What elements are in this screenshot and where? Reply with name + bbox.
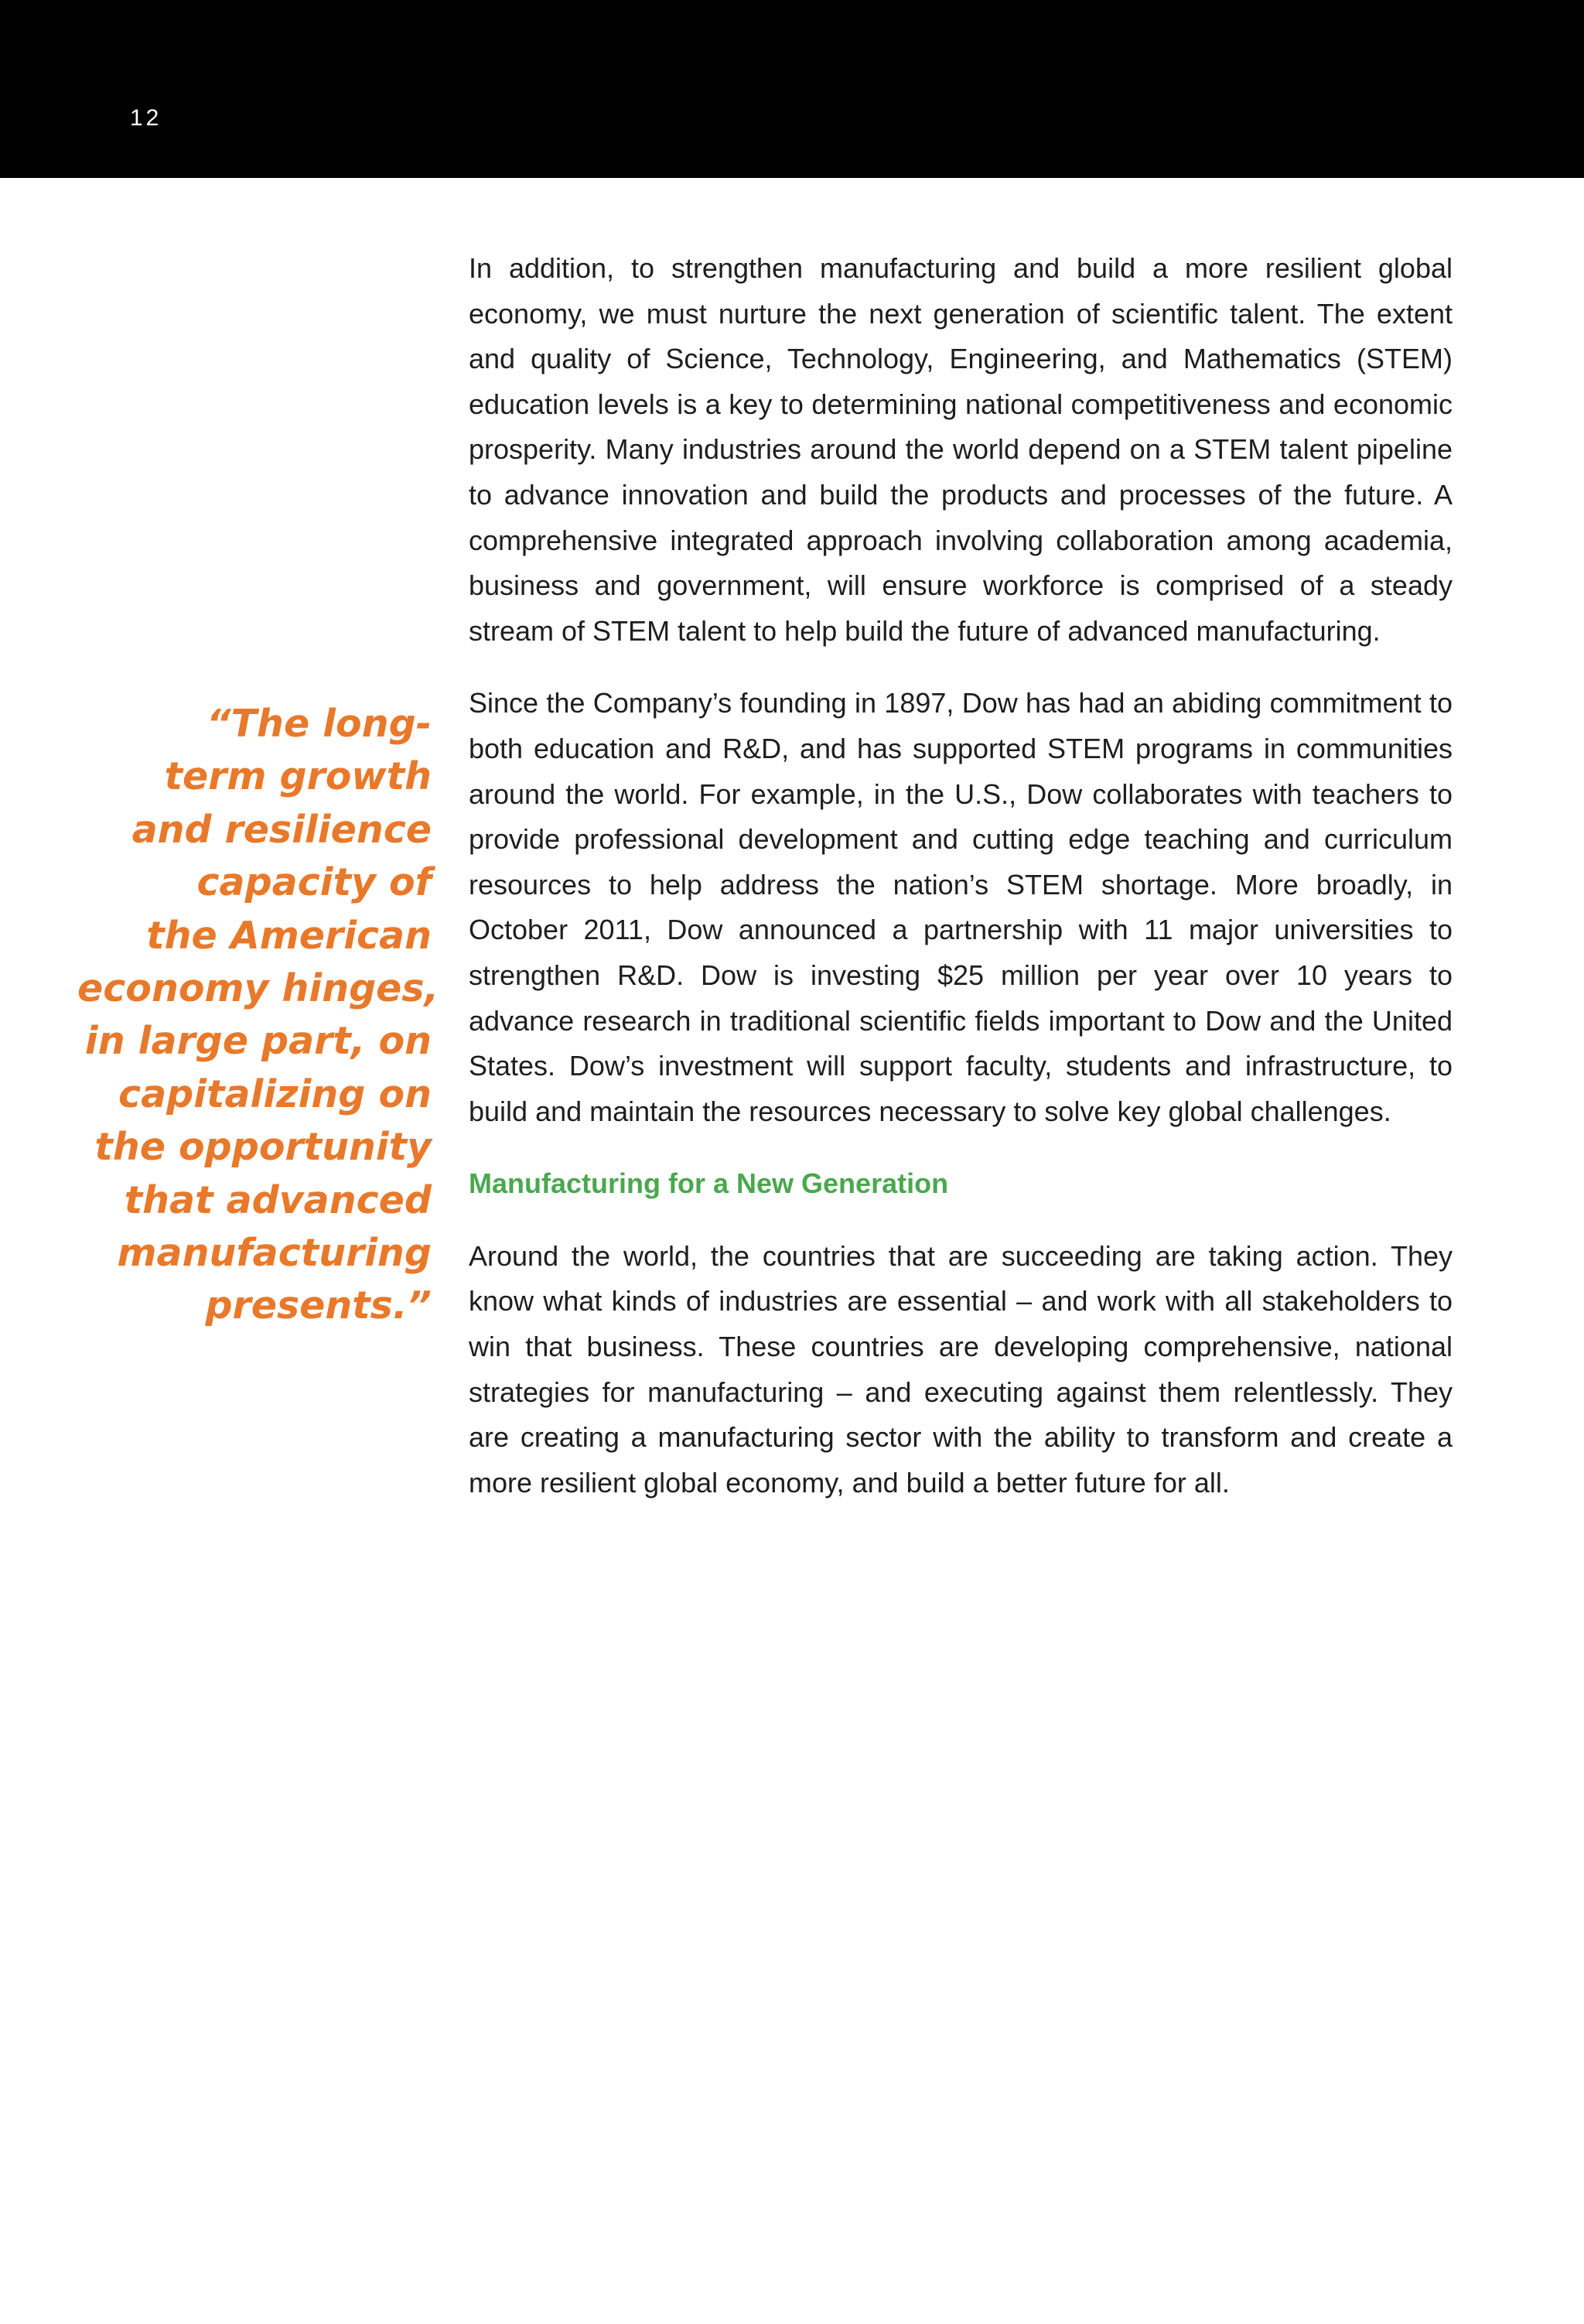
page-number: 12 [130, 105, 162, 131]
header-bar [0, 0, 1584, 178]
pull-quote-line: presents.” [205, 1283, 432, 1328]
pull-quote-line: “The long- [207, 702, 432, 746]
pull-quote-line: manufacturing [117, 1231, 432, 1276]
section-heading: Manufacturing for a New Generation [469, 1167, 949, 1200]
main-column [469, 246, 1453, 1533]
body-paragraph-stem-talent: In addition, to strengthen manufacturing and build a more resilient global economy, we must nurture the next generation of scientific talent. The extent and quality of Science, Technology, Engineering, and Mathematics (STEM) education levels is a key to determining national competitiveness and economic prosperity. Many industries around the world depend on a STEM talent pipeline to advance innovation and build the products and processes of the future. A comprehensive integrated approach involving collaboration among academia, business and government, will ensure workforce is comprised of a steady stream of STEM talent to help build the future of advanced manufacturing. [469, 252, 1453, 647]
pull-quote-line: that advanced [124, 1177, 432, 1222]
pull-quote-line: economy hinges, [77, 966, 439, 1011]
pull-quote-line: and resilience [131, 807, 432, 852]
pull-quote-line: in large part, on [84, 1019, 432, 1064]
pull-quote [77, 698, 439, 1333]
pull-quote-line: capitalizing on [118, 1071, 432, 1116]
pull-quote-line: term growth [164, 754, 432, 799]
body-paragraph-dow-education: Since the Company’s founding in 1897, Dow has had an abiding commitment to both education and R&D, and has supported STEM programs in communities around the world. For example, in the U.S., Dow collaborates with teachers to provide professional development and cutting edge teaching and curriculum resources to help address the nation’s STEM shortage. More broadly, in October 2011, Dow announced a partnership with 11 major universities to strengthen R&D. Dow is investing $25 million per year over 10 years to advance research in traditional scientific fields important to Dow and the United States. Dow’s investment will support faculty, students and infrastructure, to build and maintain the resources necessary to solve key global challenges. [469, 687, 1453, 1127]
body-paragraph-countries-action: Around the world, the countries that are succeeding are taking action. They know what kinds of industries are essential – and work with all stakeholders to win that business. These countries are developing comprehensive, national strategies for manufacturing – and executing against them relentlessly. They are creating a manufacturing sector with the ability to transform and create a more resilient global economy, and build a better future for all. [469, 1239, 1453, 1499]
pull-quote-line: capacity of [196, 860, 432, 905]
pull-quote-line: the opportunity [94, 1125, 432, 1170]
pull-quote-line: the American [146, 913, 432, 958]
